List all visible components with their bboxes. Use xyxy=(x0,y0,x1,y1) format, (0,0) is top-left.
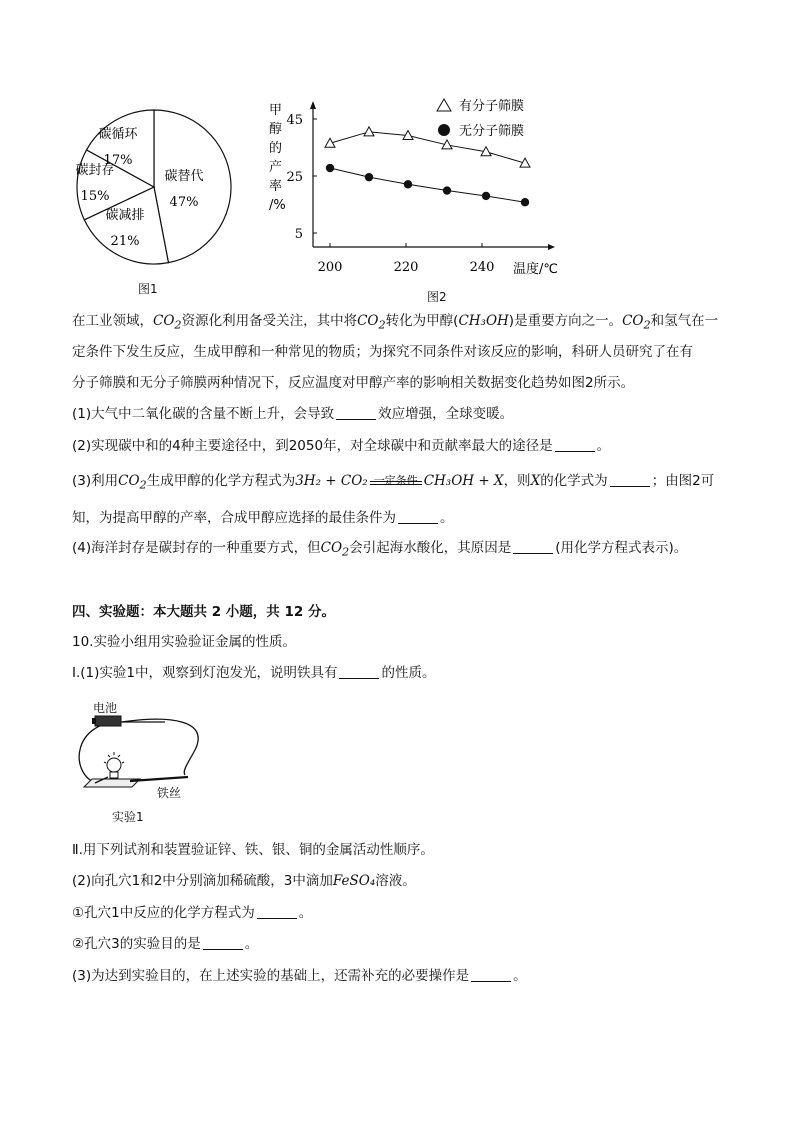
legend-triangle-icon xyxy=(437,99,451,111)
question-10-II: Ⅱ.用下列试剂和装置验证锌、铁、银、铜的金属活动性顺序。 xyxy=(72,842,434,858)
data-point xyxy=(482,192,490,200)
figure1-caption: 图1 xyxy=(138,282,158,296)
data-point xyxy=(364,127,374,136)
data-point xyxy=(520,158,530,167)
x-tick-label: 220 xyxy=(393,260,419,275)
question-2: (2)实现碳中和的4种主要途径中，到2050年，对全球碳中和贡献率最大的途径是 。 xyxy=(72,438,611,454)
line-chart xyxy=(255,95,575,285)
y-axis-label: 率 xyxy=(269,179,283,194)
pie-slice-value: 47% xyxy=(169,195,199,210)
wire-label: 铁丝 xyxy=(157,786,182,800)
y-axis-label: 的 xyxy=(269,141,283,156)
figure2-caption: 图2 xyxy=(427,290,447,304)
reaction-condition: 一定条件 xyxy=(368,466,424,496)
pie-slice-value: 21% xyxy=(110,234,140,249)
pie-chart xyxy=(70,108,240,268)
battery-label: 电池 xyxy=(93,701,118,715)
x-tick-label: 200 xyxy=(317,260,343,275)
intro-line-2: 定条件下发生反应，生成甲醇和一种常见的物质；为探究不同条件对该反应的影响，科研人员研究了在有 xyxy=(72,344,693,360)
question-10: 10.实验小组用实验验证金属的性质。 xyxy=(72,634,296,650)
legend-circle-icon xyxy=(438,124,450,136)
pie-slice-label: 碳循环 xyxy=(98,127,138,142)
y-tick-label: 45 xyxy=(286,113,303,128)
data-point xyxy=(326,164,334,172)
answer-blank[interactable] xyxy=(513,539,553,554)
series-line xyxy=(330,168,525,202)
bulb-icon xyxy=(107,758,121,772)
y-axis-label: 醇 xyxy=(269,122,283,137)
data-point xyxy=(404,180,412,188)
answer-blank[interactable] xyxy=(471,967,511,982)
intro-line-1: 在工业领域，$CO_2$资源化利用备受关注，其中将$CO_2$转化为甲醇(CH₃OH)是重要方向之一。$CO_2$和氢气在一 xyxy=(72,313,719,332)
battery-icon xyxy=(95,716,121,726)
data-point xyxy=(325,138,335,147)
answer-blank[interactable] xyxy=(610,472,650,487)
pie-slice-value: 17% xyxy=(103,153,133,168)
y-axis-label: 甲 xyxy=(269,103,283,118)
sub-question-1: ①孔穴1中反应的化学方程式为 。 xyxy=(72,905,313,921)
data-point xyxy=(443,186,451,194)
question-3-cont: 知，为提高甲醇的产率，合成甲醇应选择的最佳条件为 。 xyxy=(72,510,454,526)
answer-blank[interactable] xyxy=(555,437,595,452)
legend-label: 有分子筛膜 xyxy=(459,99,525,114)
pie-slice xyxy=(154,110,231,263)
question-3: (3)利用$CO_2$生成甲醇的化学方程式为3H₂ + CO₂ 一定条件 CH₃OH + X，则X的化学式为 ；由图2可 xyxy=(72,466,714,501)
section-heading: 四、实验题：本大题共 2 小题，共 12 分。 xyxy=(72,604,335,620)
question-1: (1)大气中二氧化碳的含量不断上升，会导致 效应增强，全球变暖。 xyxy=(72,406,514,422)
pie-slice-value: 15% xyxy=(80,189,110,204)
y-axis-arrow xyxy=(310,101,316,109)
question-2b: (2)向孔穴1和2中分别滴加稀硫酸，3中滴加FeSO₄溶液。 xyxy=(72,873,416,889)
intro-line-3: 分子筛膜和无分子筛膜两种情况下，反应温度对甲醇产率的影响相关数据变化趋势如图2所示。 xyxy=(72,375,635,391)
data-point xyxy=(365,173,373,181)
y-tick-label: 5 xyxy=(294,227,303,242)
figure3-caption: 实验1 xyxy=(112,810,144,824)
question-10-I: Ⅰ.(1)实验1中，观察到灯泡发光，说明铁具有 的性质。 xyxy=(72,665,436,681)
data-point xyxy=(521,198,529,206)
question-3b: (3)为达到实验目的，在上述实验的基础上，还需补充的必要操作是 。 xyxy=(72,968,527,984)
answer-blank[interactable] xyxy=(203,935,243,950)
answer-blank[interactable] xyxy=(339,664,379,679)
y-axis-label: 产 xyxy=(269,160,283,175)
pie-slice-label: 碳减排 xyxy=(105,208,145,223)
pie-slice-label: 碳封存 xyxy=(75,163,115,178)
y-axis-label: /% xyxy=(269,198,286,213)
question-4: (4)海洋封存是碳封存的一种重要方式，但$CO_2$会引起海水酸化，其原因是 (用化学方程式表示)。 xyxy=(72,540,688,559)
answer-blank[interactable] xyxy=(336,405,376,420)
answer-blank[interactable] xyxy=(398,509,438,524)
pie-slice-label: 碳替代 xyxy=(164,169,204,184)
y-tick-label: 25 xyxy=(286,170,303,185)
legend-label: 无分子筛膜 xyxy=(459,124,525,139)
sub-question-2: ②孔穴3的实验目的是 。 xyxy=(72,936,259,952)
x-tick-label: 240 xyxy=(469,260,495,275)
x-axis-label: 温度/℃ xyxy=(513,262,558,277)
x-axis-arrow xyxy=(548,244,555,250)
answer-blank[interactable] xyxy=(257,904,297,919)
